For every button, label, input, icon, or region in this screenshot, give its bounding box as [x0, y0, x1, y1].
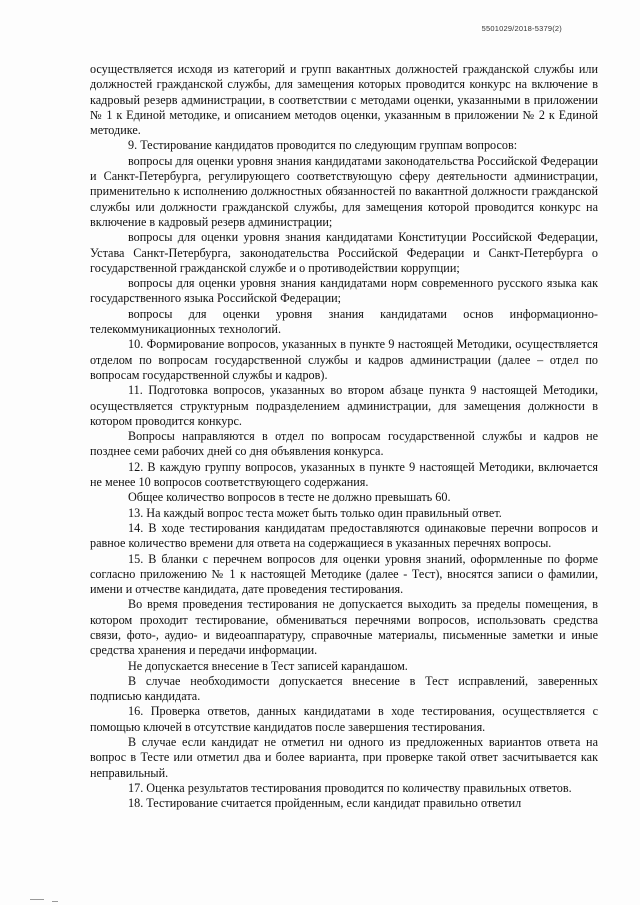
paragraph-item-12-total: Общее количество вопросов в тесте не должно превышать 60.	[128, 490, 451, 505]
paragraph-item-13: 13. На каждый вопрос теста может быть только один правильный ответ.	[128, 505, 502, 520]
paragraph-question-group-3: вопросы для оценки уровня знания кандидатами норм современного русского языка как государственного языка Российской Федерации;	[90, 276, 598, 306]
paragraph-question-group-1: вопросы для оценки уровня знания кандидатами законодательства Российской Федерации и Санкт-Петербурга, регулирующего соответствующую сферу деятельности администрации, применительно к исполнению должностных обязанностей по вакантной должности гражданской службы или должности гражданской службы, для замещения которой проводится конкурс на включение в кадровый резерв администрации;	[90, 153, 598, 229]
paragraph-item-15-pencil: Не допускается внесение в Тест записей карандашом.	[128, 658, 408, 673]
paragraph-item-17: 17. Оценка результатов тестирования проводится по количеству правильных ответов.	[128, 780, 572, 795]
paragraph-continuation: осуществляется исходя из категорий и групп вакантных должностей гражданской службы или должностей гражданской службы, для замещения которых проводится конкурс на включение в кадровый резерв администрации, в соответствии с методами оценки, указанными в приложении № 1 к Единой методике, и описанием методов оценки, указанным в приложении № 2 к Единой методике.	[90, 62, 598, 138]
paragraph-item-11: 11. Подготовка вопросов, указанных во втором абзаце пункта 9 настоящей Методики, осуществляется структурным подразделением администрации, для замещения должности в котором проводится конкурс.	[90, 383, 598, 428]
paragraph-item-14: 14. В ходе тестирования кандидатам предоставляются одинаковые перечни вопросов и равное количество времени для ответа на содержащиеся в указанных перечнях вопросы.	[90, 520, 598, 551]
paragraph-item-12: 12. В каждую группу вопросов, указанных в пункте 9 настоящей Методики, включается не менее 10 вопросов соответствующего содержания.	[90, 459, 598, 490]
document-code: 5501029/2018-5379(2)	[481, 24, 562, 33]
scan-artifacts	[0, 893, 100, 905]
paragraph-item-15: 15. В бланки с перечнем вопросов для оценки уровня знаний, оформленные по форме согласно приложению № 1 к настоящей Методике (далее - Тест), вносятся записи о фамилии, имени и отчестве кандидата, дате проведения тестирования.	[90, 551, 598, 597]
paragraph-question-group-2: вопросы для оценки уровня знания кандидатами Конституции Российской Федерации, Устава Санкт-Петербурга, законодательства Российской Федерации и Санкт-Петербурга о государственной гражданской службе и о противодействии коррупции;	[90, 230, 598, 275]
paragraph-item-10: 10. Формирование вопросов, указанных в пункте 9 настоящей Методики, осуществляется отделом по вопросам государственной службы и кадров администрации (далее – отдел по вопросам государственной службы и кадров).	[90, 337, 598, 382]
paragraph-item-16-invalid: В случае если кандидат не отметил ни одного из предложенных вариантов ответа на вопрос в Тесте или отметил два и более варианта, при проверке такой ответ засчитывается как неправильный.	[90, 735, 598, 780]
paragraph-item-11-note: Вопросы направляются в отдел по вопросам государственной службы и кадров не позднее семи рабочих дней со дня объявления конкурса.	[90, 429, 598, 459]
paragraph-item-9: 9. Тестирование кандидатов проводится по следующим группам вопросов:	[128, 138, 518, 153]
paragraph-item-18: 18. Тестирование считается пройденным, если кандидат правильно ответил	[128, 796, 522, 811]
paragraph-item-15-corrections: В случае необходимости допускается внесение в Тест исправлений, заверенных подписью кандидата.	[90, 673, 598, 704]
paragraph-question-group-4: вопросы для оценки уровня знания кандидатами основ информационно-телекоммуникационных технологий.	[90, 306, 598, 337]
paragraph-item-16: 16. Проверка ответов, данных кандидатами в ходе тестирования, осуществляется с помощью ключей в отсутствие кандидатов после завершения тестирования.	[90, 704, 598, 734]
paragraph-item-15-rules: Во время проведения тестирования не допускается выходить за пределы помещения, в котором проходит тестирование, обмениваться перечнями вопросов, использовать средства связи, фото-, аудио- и видеоаппаратуру, справочные материалы, письменные заметки и иные средства хранения и передачи информации.	[90, 597, 598, 658]
document-body	[90, 62, 598, 812]
